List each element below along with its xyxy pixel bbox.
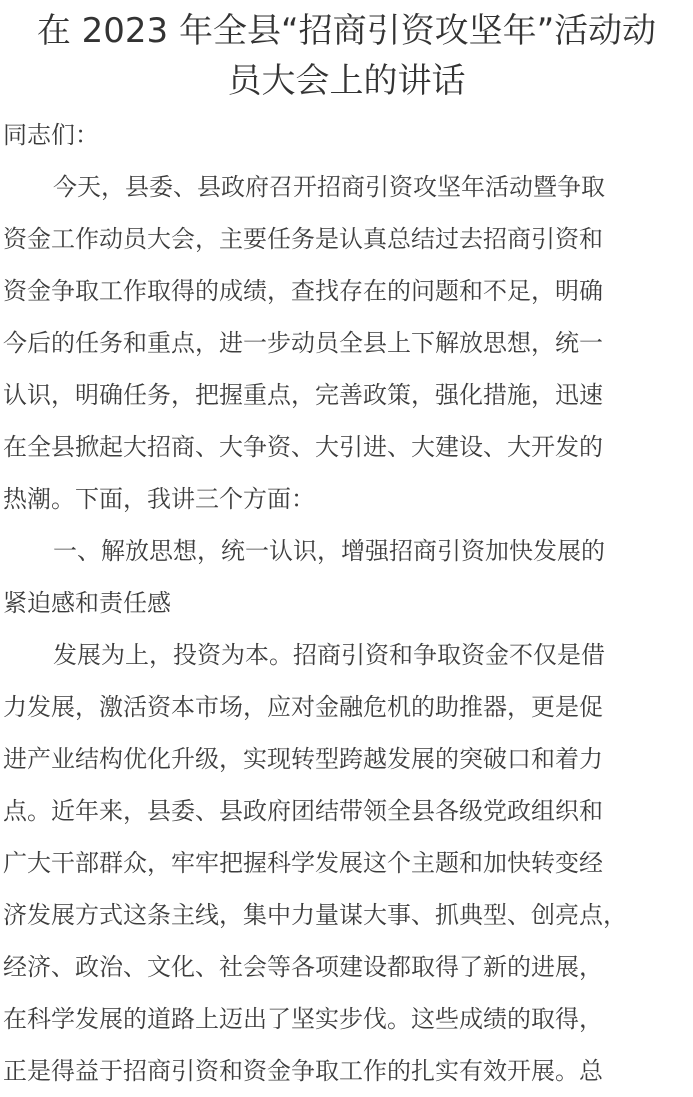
text-line: 广大干部群众，牢牢把握科学发展这个主题和加快转变经 (3, 849, 603, 877)
text-line: 济发展方式这条主线，集中力量谋大事、抓典型、创亮点， (3, 901, 627, 929)
section-heading-line: 一、解放思想，统一认识，增强招商引资加快发展的 (53, 537, 605, 565)
text-line: 正是得益于招商引资和资金争取工作的扎实有效开展。总 (3, 1057, 603, 1085)
text-line: 进产业结构优化升级，实现转型跨越发展的突破口和着力 (3, 745, 603, 773)
text-line: 资金争取工作取得的成绩，查找存在的问题和不足，明确 (3, 277, 603, 305)
text-line: 力发展，激活资本市场，应对金融危机的助推器，更是促 (3, 693, 603, 721)
text-line: 今天，县委、县政府召开招商引资攻坚年活动暨争取 (53, 173, 605, 201)
salutation: 同志们： (3, 121, 99, 149)
text-line: 热潮。下面，我讲三个方面： (3, 485, 315, 513)
document-title (0, 0, 693, 106)
text-line: 发展为上，投资为本。招商引资和争取资金不仅是借 (53, 641, 605, 669)
text-line: 认识，明确任务，把握重点，完善政策，强化措施，迅速 (3, 381, 603, 409)
text-line: 在全县掀起大招商、大争资、大引进、大建设、大开发的 (3, 433, 603, 461)
text-line: 资金工作动员大会，主要任务是认真总结过去招商引资和 (3, 225, 603, 253)
section-heading-line: 紧迫感和责任感 (3, 589, 171, 617)
speech-body (0, 109, 693, 1097)
text-line: 今后的任务和重点，进一步动员全县上下解放思想，统一 (3, 329, 603, 357)
title-line-1: 在 2023 年全县“招商引资攻坚年”活动动 (36, 11, 657, 51)
text-line: 点。近年来，县委、县政府团结带领全县各级党政组织和 (3, 797, 603, 825)
title-line-2: 员大会上的讲话 (227, 61, 466, 101)
text-line: 在科学发展的道路上迈出了坚实步伐。这些成绩的取得， (3, 1005, 603, 1033)
text-line: 经济、政治、文化、社会等各项建设都取得了新的进展， (3, 953, 603, 981)
